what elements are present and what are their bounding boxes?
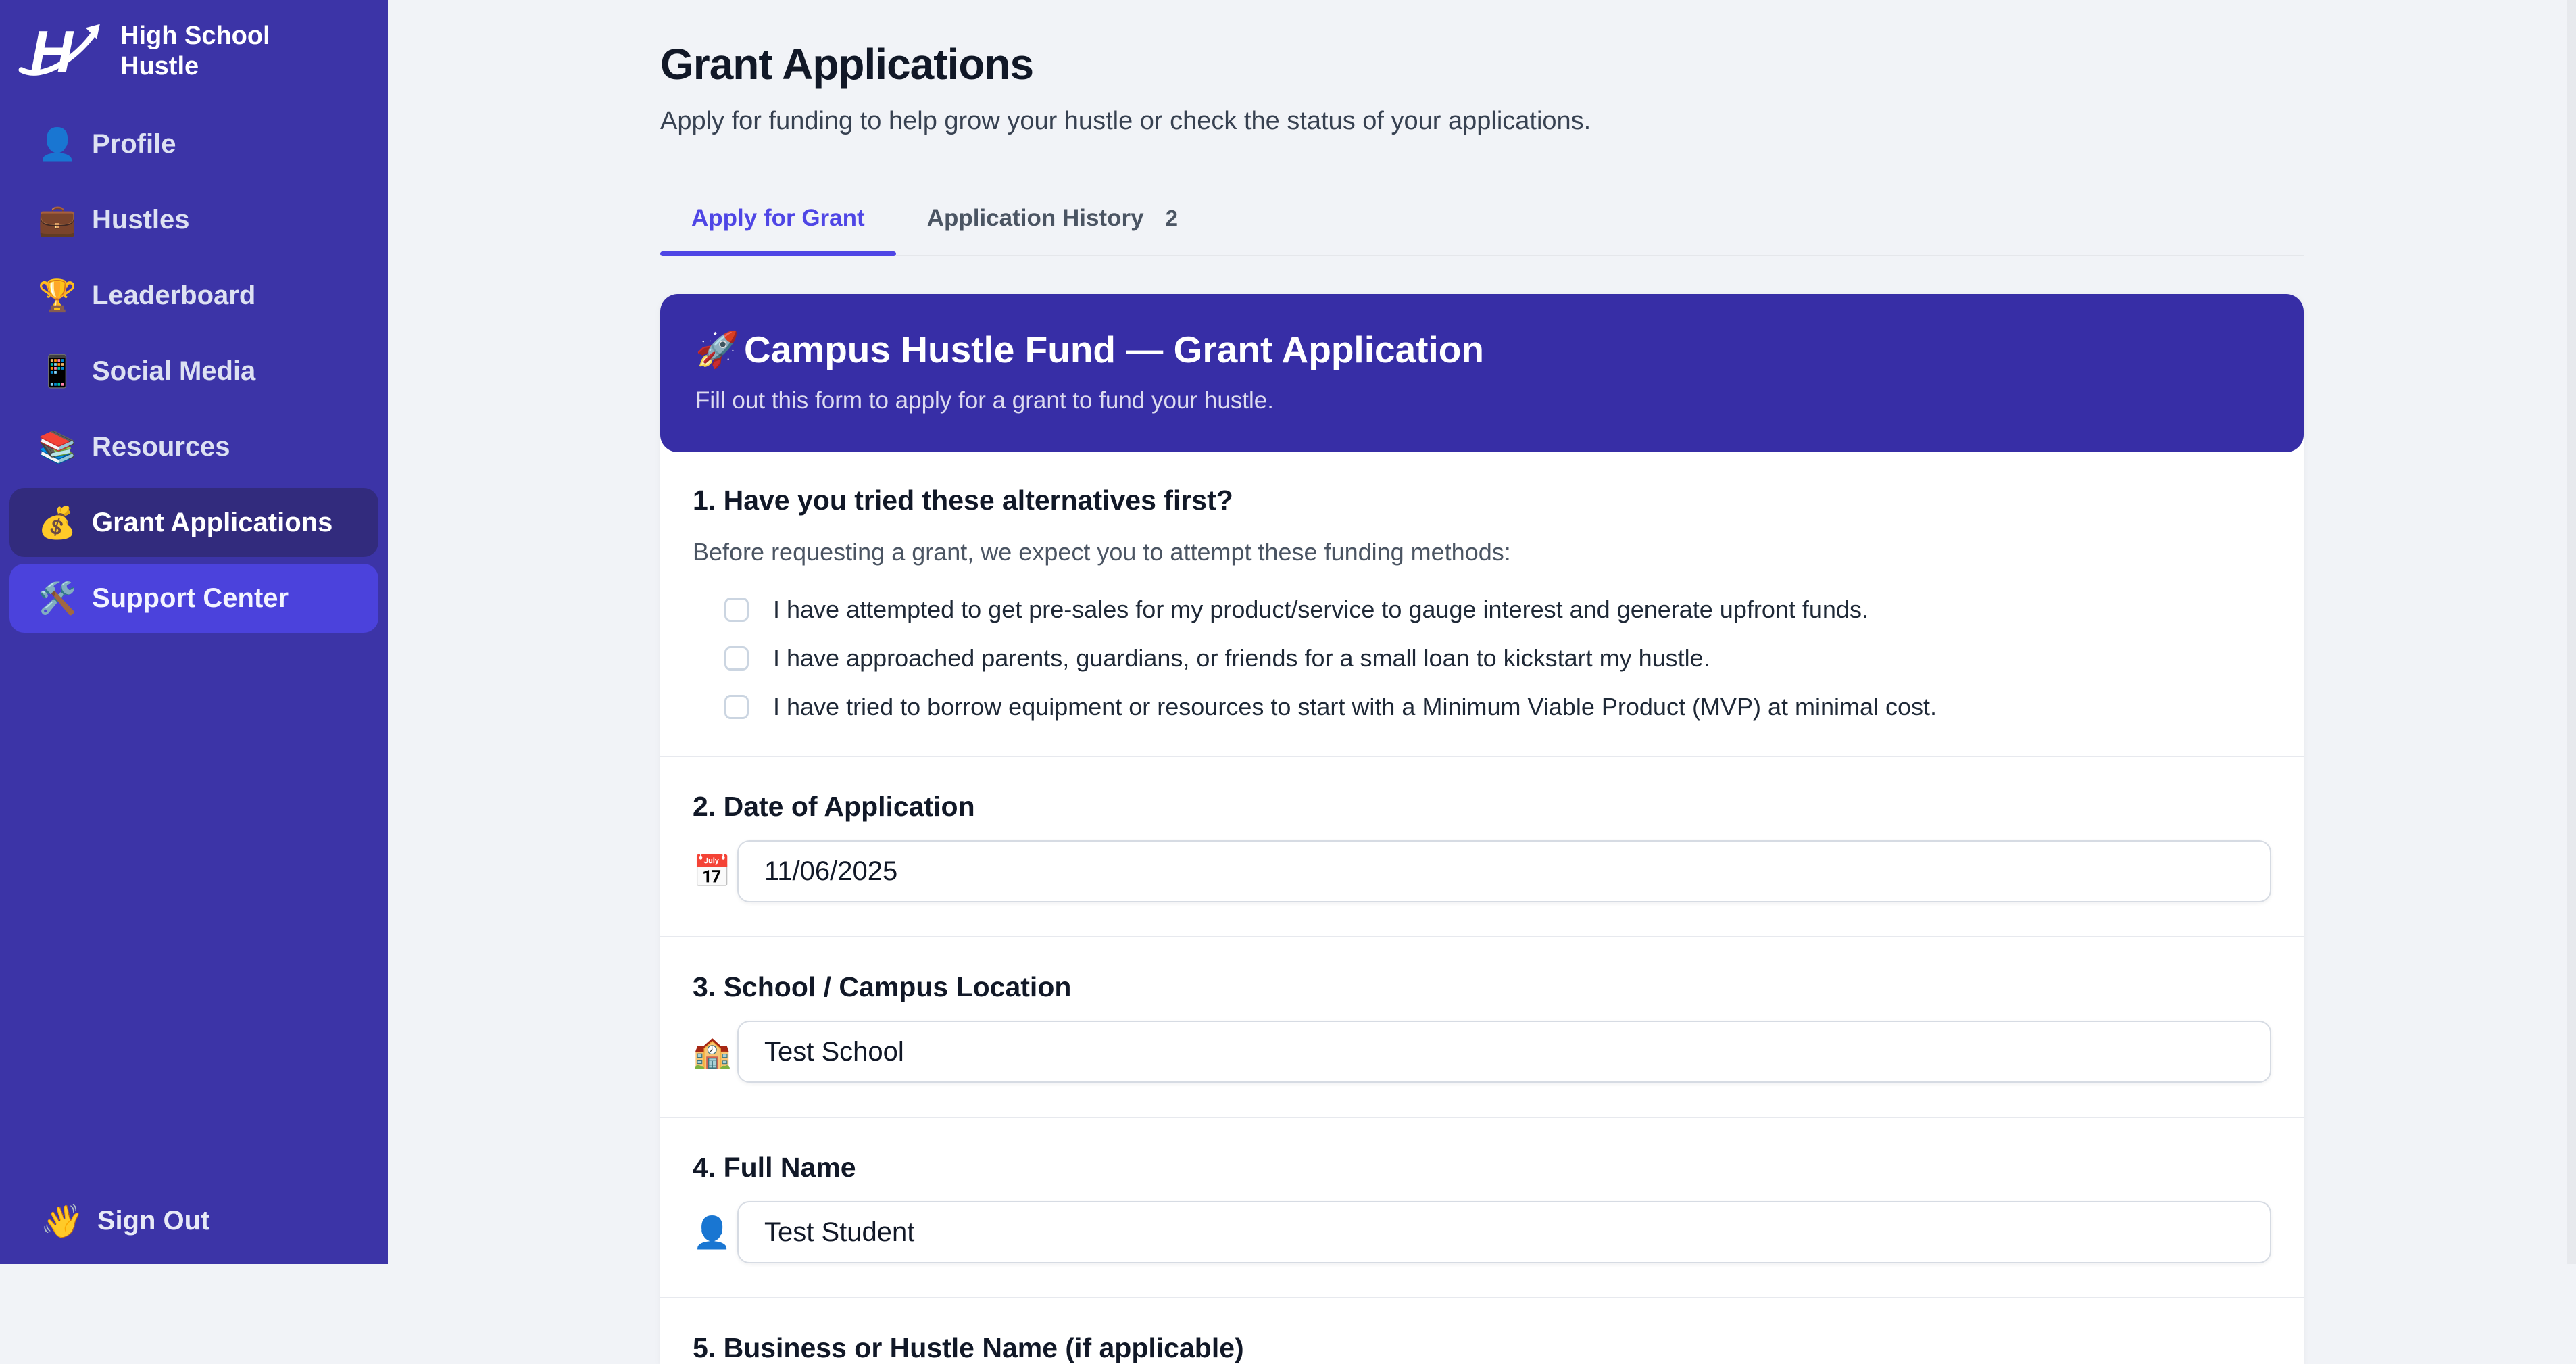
svg-text:H: H <box>30 19 73 86</box>
sign-out-button[interactable] <box>9 1188 378 1253</box>
sidebar-item-label: Leaderboard <box>92 280 256 310</box>
sidebar-item-label: Social Media <box>92 356 256 386</box>
form-banner <box>660 294 2304 452</box>
sidebar-item-label: Grant Applications <box>92 507 333 537</box>
waving-hand-icon: 👋 <box>39 1203 80 1240</box>
question-3 <box>660 971 2304 1083</box>
question-4-heading: 4. Full Name <box>693 1152 856 1183</box>
borrow-equipment-checkbox[interactable] <box>724 695 749 719</box>
question-2 <box>660 791 2304 902</box>
application-history-count: 2 <box>1165 205 1178 230</box>
calendar-icon: 📅 <box>693 853 732 889</box>
sidebar-item-resources[interactable] <box>9 412 378 481</box>
question-1-heading: 1. Have you tried these alternatives first? <box>693 485 1233 516</box>
option-label: I have attempted to get pre-sales for my product/service to gauge interest and generate upfront funds. <box>773 595 1868 623</box>
divider <box>660 756 2304 757</box>
sidebar-item-profile[interactable] <box>9 109 378 178</box>
question-3-heading: 3. School / Campus Location <box>693 971 1072 1002</box>
question-5 <box>660 1332 2304 1364</box>
grant-application-card <box>660 294 2304 1364</box>
main-content <box>388 0 2576 1363</box>
divider <box>660 1117 2304 1118</box>
tab-label: Application History <box>926 205 1144 231</box>
question-2-heading: 2. Date of Application <box>693 791 975 822</box>
question-5-heading: 5. Business or Hustle Name (if applicable) <box>693 1332 1244 1363</box>
sidebar-item-leaderboard[interactable] <box>9 261 378 330</box>
question-1 <box>660 452 2304 722</box>
sidebar-item-label: Support Center <box>92 583 289 613</box>
tab-label: Apply for Grant <box>691 205 865 231</box>
sidebar-item-support-center[interactable] <box>9 564 378 633</box>
presales-checkbox[interactable] <box>724 598 749 622</box>
brand-name: High School Hustle <box>120 22 270 80</box>
hammer-wrench-icon: 🛠️ <box>38 580 77 616</box>
form-title-row <box>695 328 2269 371</box>
briefcase-icon: 💼 <box>38 201 77 237</box>
school-icon: 🏫 <box>693 1033 732 1069</box>
tab-application-history[interactable] <box>896 187 1209 255</box>
sidebar-item-social-media[interactable] <box>9 337 378 406</box>
option-row-borrow-equipment[interactable] <box>724 692 2271 722</box>
full-name-input[interactable] <box>737 1201 2271 1263</box>
date-of-application-input[interactable] <box>737 840 2271 902</box>
option-label: I have tried to borrow equipment or resources to start with a Minimum Viable Product (MVP) at minimal cost. <box>773 693 1937 721</box>
mobile-phone-icon: 📱 <box>38 353 77 389</box>
sidebar <box>0 0 388 1264</box>
sidebar-nav <box>0 109 388 633</box>
hustle-h-logo-icon <box>19 19 105 84</box>
page-title: Grant Applications <box>660 40 1034 89</box>
sidebar-footer <box>0 1188 388 1264</box>
brand-logo <box>0 0 388 91</box>
sidebar-item-label: Profile <box>92 128 176 159</box>
tab-apply-for-grant[interactable] <box>660 187 896 255</box>
rocket-icon: 🚀 <box>695 330 739 370</box>
sidebar-item-grant-applications[interactable] <box>9 488 378 557</box>
question-1-helper: Before requesting a grant, we expect you to attempt these funding methods: <box>693 538 1511 566</box>
sidebar-item-hustles[interactable] <box>9 185 378 254</box>
trophy-icon: 🏆 <box>38 277 77 313</box>
question-4 <box>660 1152 2304 1263</box>
tab-bar <box>660 187 2304 256</box>
page-subtitle: Apply for funding to help grow your hustle or check the status of your applications. <box>660 107 1591 135</box>
profile-icon: 👤 <box>38 126 77 162</box>
small-loan-checkbox[interactable] <box>724 646 749 671</box>
money-bag-icon: 💰 <box>38 504 77 540</box>
sidebar-item-label: Hustles <box>92 204 190 235</box>
option-row-small-loan[interactable] <box>724 643 2271 673</box>
form-title: Campus Hustle Fund — Grant Application <box>744 328 1484 370</box>
option-label: I have approached parents, guardians, or friends for a small loan to kickstart my hustle. <box>773 644 1710 672</box>
person-silhouette-icon: 👤 <box>693 1214 732 1250</box>
divider <box>660 936 2304 937</box>
page-scrollbar[interactable] <box>2567 0 2576 1264</box>
school-location-input[interactable] <box>737 1021 2271 1083</box>
divider <box>660 1297 2304 1298</box>
option-row-presales[interactable] <box>724 595 2271 625</box>
form-subtitle: Fill out this form to apply for a grant to fund your hustle. <box>695 387 1274 414</box>
books-icon: 📚 <box>38 429 77 464</box>
sign-out-label: Sign Out <box>97 1205 210 1236</box>
sidebar-item-label: Resources <box>92 431 230 462</box>
question-1-options <box>693 595 2271 722</box>
